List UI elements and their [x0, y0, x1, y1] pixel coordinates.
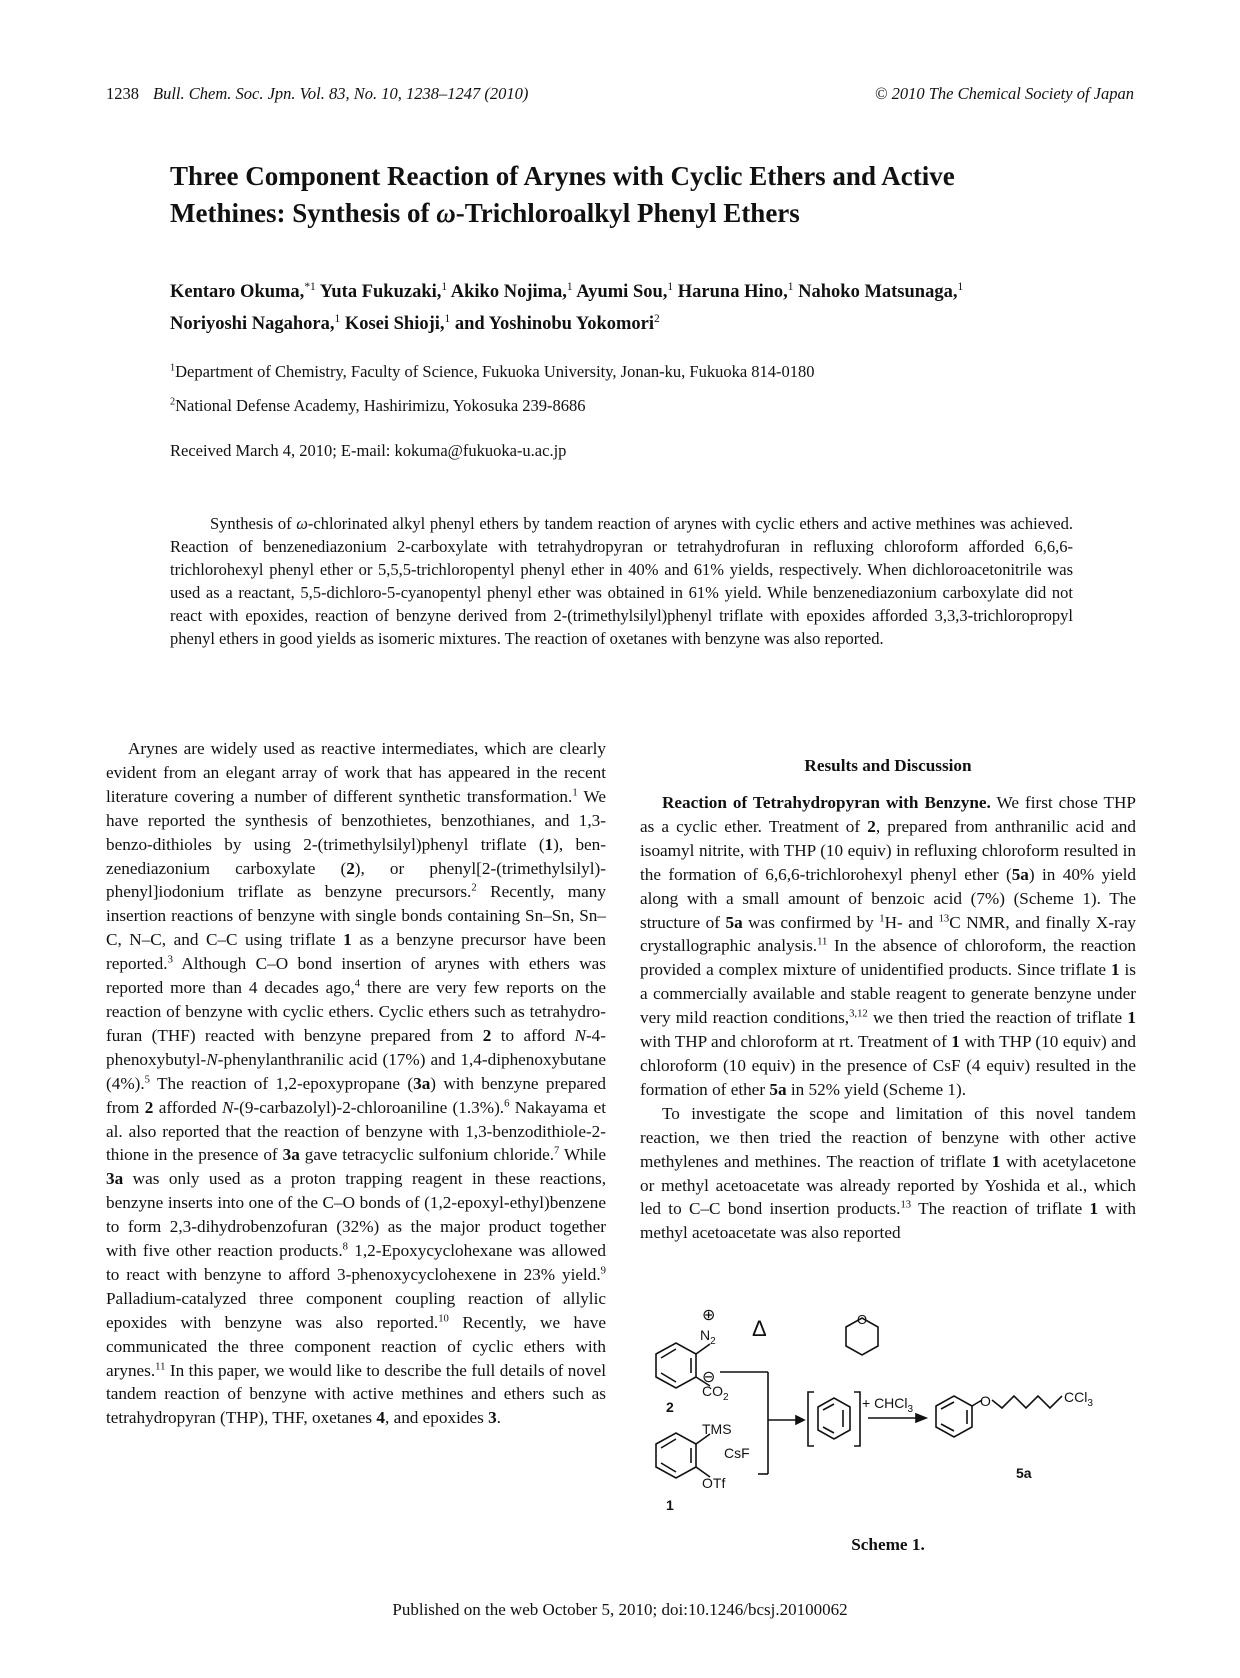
compound-2-label: 2: [666, 1399, 674, 1415]
author: Kentaro Okuma,$^{*1}$: [170, 280, 316, 302]
title-omega: ω: [436, 198, 456, 228]
author: Noriyoshi Nagahora,$^1$: [170, 312, 341, 334]
otf-label: OTf: [702, 1475, 726, 1491]
minus-charge: ⊖: [702, 1369, 716, 1386]
section-heading: Results and Discussion: [804, 756, 972, 775]
ccl3-label: CCl$_3$: [1064, 1389, 1093, 1409]
article-title: [170, 158, 1090, 232]
author: Yuta Fukuzaki,$^1$: [319, 280, 448, 302]
chcl3-label: + CHCl$_3$: [862, 1395, 914, 1415]
title-prefix: Methines: Synthesis of: [170, 198, 437, 228]
page-number: 1238: [106, 84, 139, 103]
title-line-1: Three Component Reaction of Arynes with Cyclic Ethers and Active: [170, 161, 955, 191]
title-line-2: [170, 195, 1090, 232]
compound-1-label: 1: [666, 1497, 674, 1513]
n2-label: $N_2$: [700, 1327, 716, 1347]
reaction-scheme: [636, 1296, 1156, 1526]
compound-5a-label: 5a: [1016, 1465, 1032, 1481]
heat-symbol: Δ: [752, 1316, 767, 1341]
csf-label: CsF: [724, 1445, 750, 1461]
affiliation-2: $^2$National Defense Academy, Hashirimizu, Yokosuka 239-8686: [170, 396, 586, 415]
title-suffix: -Trichloroalkyl Phenyl Ethers: [455, 198, 800, 228]
publication-footer: Published on the web October 5, 2010; doi:10.1246/bcsj.20100062: [392, 1600, 848, 1619]
plus-charge: ⊕: [702, 1307, 716, 1324]
author-list: [170, 276, 1100, 340]
alkyl-chain: [992, 1396, 1062, 1408]
author: and Yoshinobu Yokomori$^2$: [454, 312, 660, 334]
author: Kosei Shioji,$^1$: [344, 312, 451, 334]
thp-oxygen: O: [857, 1312, 868, 1327]
journal-citation: [106, 84, 528, 104]
author: Ayumi Sou,$^1$: [576, 280, 674, 302]
ether-oxygen: O: [980, 1393, 991, 1409]
received-line: Received March 4, 2010; E-mail: kokuma@fukuoka-u.ac.jp: [170, 441, 567, 460]
scheme-1-figure: [636, 1296, 1156, 1526]
scheme-caption: Scheme 1.: [851, 1535, 925, 1554]
author: Akiko Nojima,$^1$: [450, 280, 573, 302]
results-paragraph-1: Reaction of Tetrahydropyran with Benzyne. We first chose THP as a cyclic ether. Treatment of 2, prepared from anthranilic acid and isoamyl nitrite, with THP (10 equiv) in refluxing chloroform resulted in the formation of 6,6,6-trichlorohexyl phenyl ether (5a) in 40% yield along with a small amount of benzoic acid (7%) (Scheme 1). The structure of 5a was confirmed by $^1$H- and $^{13}$C NMR, and finally X-ray crystallographic analysis.$^{11}$ In the absence of chloroform, the reaction provided a complex mixture of unidentified products. Since triflate 1 is a commercially available and stable reagent to generate benzyne under very mild reaction conditions,$^{3,12}$ we then tried the reaction of triflate 1 with THP and chloroform at rt. Treatment of 1 with THP (10 equiv) and chloroform (10 equiv) in the presence of CsF (4 equiv) resulted in the formation of ether 5a in 52% yield (Scheme 1).: [640, 793, 1137, 1099]
left-column-text: [106, 737, 606, 1430]
running-header: [106, 84, 1134, 108]
tms-label: TMS: [702, 1421, 732, 1437]
copyright: © 2010 The Chemical Society of Japan: [874, 84, 1134, 103]
intro-paragraph: Arynes are widely used as reactive intermediates, which are clearly evident from an elegant array of work that has appeared in the recent literature covering a number of different synthetic transformation.$^1$ We have reported the synthesis of benzothietes, benzothianes, and 1,3-benzo-dithioles by using 2-(trimethylsilyl)phenyl triflate (1), ben-zenediazonium carboxylate (2), or phenyl[2-(trimethylsilyl)-phenyl]iodonium triflate as benzyne precursors.$^2$ Recently, many insertion reactions of benzyne with single bonds containing Sn–Sn, Sn–C, N–C, and C–C using triflate 1 as a benzyne precursor have been reported.$^3$ Although C–O bond insertion of arynes with ethers was reported more than 4 decades ago,$^4$ there are very few reports on the reaction of benzyne with cyclic ethers. Cyclic ethers such as tetrahydro-furan (THF) reacted with benzyne prepared from 2 to afford N-4-phenoxybutyl-N-phenylanthranilic acid (17%) and 1,4-diphenoxybutane (4%).$^5$ The reaction of 1,2-epoxypropane (3a) with benzyne prepared from 2 afforded N-(9-carbazolyl)-2-chloroaniline (1.3%).$^6$ Nakayama et al. also reported that the reaction of benzyne with 1,3-benzodithiole-2-thione in the presence of 3a gave tetracyclic sulfonium chloride.$^7$ While 3a was only used as a proton trapping reagent in these reactions, benzyne inserts into one of the C–O bonds of (1,2-epoxyl-ethyl)benzene to form 2,3-dihydrobenzofuran (32%) as the major product together with five other reaction products.$^8$ 1,2-Epoxycyclohexane was allowed to react with benzyne to afford 3-phenoxycyclohexene in 23% yield.$^9$ Palladium-catalyzed three component coupling reaction of allylic epoxides with benzyne was also reported.$^{10}$ Recently, we have communicated the three component reaction of cyclic ethers with arynes.$^{11}$ In this paper, we would like to describe the full details of novel tandem reaction of benzyne with active methines and ethers such as tetrahydropyran (THP), THF, oxetanes 4, and epoxides 3.: [106, 739, 607, 1428]
right-column-text: [640, 791, 1136, 1245]
author: Haruna Hino,$^1$: [677, 280, 794, 302]
abstract: Synthesis of ω-chlorinated alkyl phenyl ethers by tandem reaction of arynes with cyclic ethers and active methines was achieved. Reaction of benzenediazonium 2-carboxylate with tetrahydropyran or tetrahydrofuran in refluxing chloroform afforded 6,6,6-trichlorohexyl phenyl ether or 5,5,5-trichloropentyl phenyl ether in 40% and 61% yields, respectively. When dichloroacetonitrile was used as a reactant, 5,5-dichloro-5-cyanopentyl phenyl ether was obtained in 61% yield. While benzenediazonium carboxylate did not react with epoxides, reaction of benzyne derived from 2-(trimethylsilyl)phenyl triflate with epoxides afforded 3,3,3-trichloropropyl phenyl ethers in good yields as isomeric mixtures. The reaction of oxetanes with benzyne was also reported.: [170, 514, 1073, 648]
results-paragraph-2: To investigate the scope and limitation of this novel tandem reaction, we then tried the reaction of benzyne with other active methylenes and methines. The reaction of triflate 1 with acetylacetone or methyl acetoacetate was already reported by Yoshida et al., which led to C–C bond insertion products.$^{13}$ The reaction of triflate 1 with methyl acetoacetate was also reported: [640, 1103, 1136, 1243]
co2-label: $CO_2$: [702, 1383, 729, 1403]
journal-name: Bull. Chem. Soc. Jpn. Vol. 83, No. 10, 1238–1247 (2010): [153, 84, 529, 103]
author: Nahoko Matsunaga,$^1$: [798, 280, 964, 302]
affiliation-1: $^1$Department of Chemistry, Faculty of Science, Fukuoka University, Jonan-ku, Fukuoka 814-0180: [170, 362, 815, 381]
